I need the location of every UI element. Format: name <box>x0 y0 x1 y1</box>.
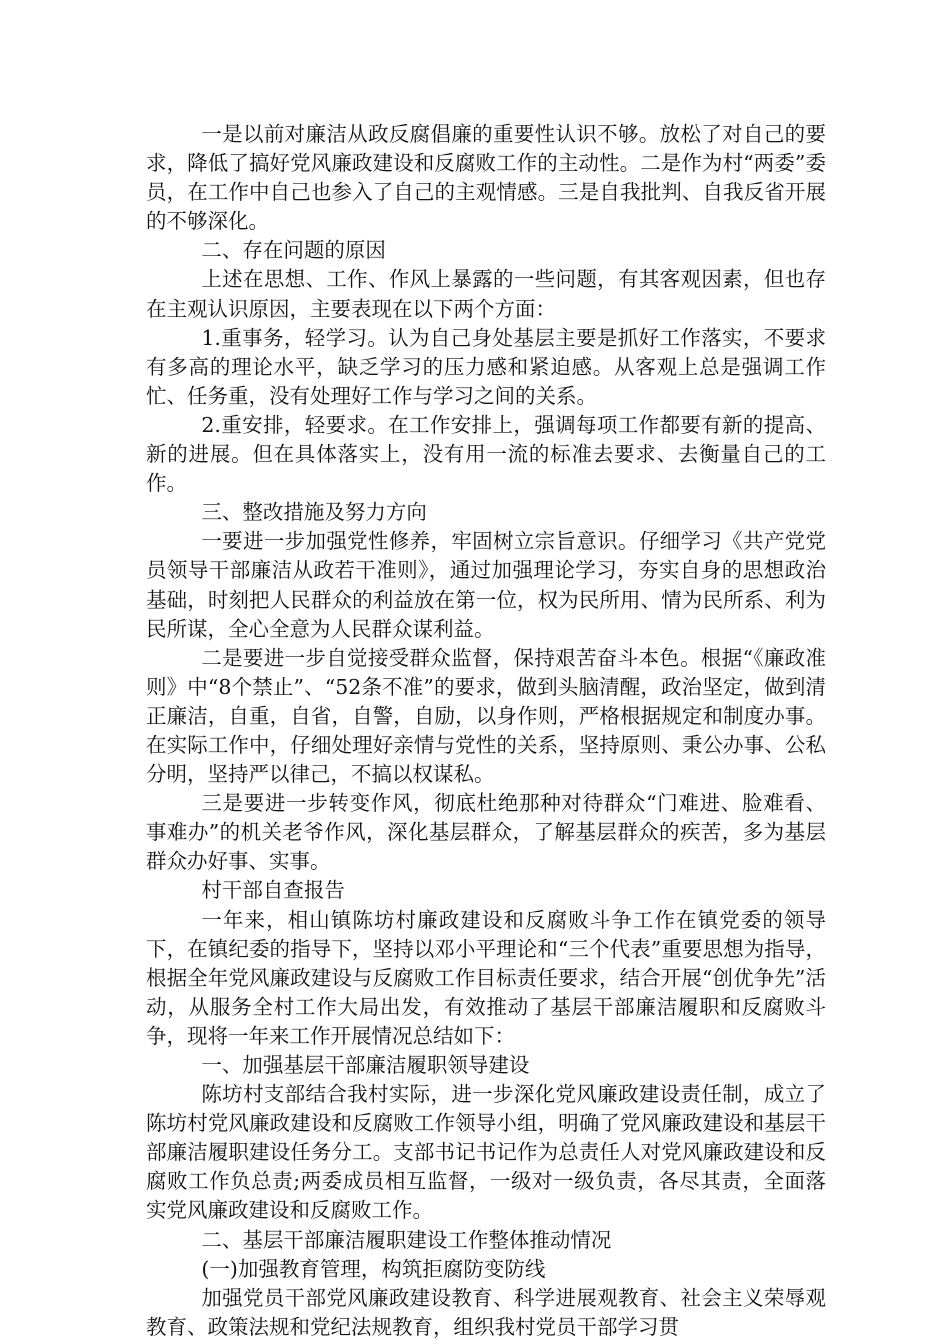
paragraph: 上述在思想、工作、作风上暴露的一些问题，有其客观因素，但也存在主观认识原因，主要表现在以下两个方面： <box>146 267 826 321</box>
paragraph: 一要进一步加强党性修养，牢固树立宗旨意识。仔细学习《共产党党员领导干部廉洁从政若干准则》，通过加强理论学习，夯实自身的思想政治基础，时刻把人民群众的利益放在第一位，权为民所用、情为民所系、利为民所谋，全心全意为人民群众谋利益。 <box>146 529 826 641</box>
paragraph: 三是要进一步转变作风，彻底杜绝那种对待群众“门难进、脸难看、事难办”的机关老爷作风，深化基层群众，了解基层群众的疾苦，多为基层群众办好事、实事。 <box>146 791 826 874</box>
section-heading: 三、整改措施及努力方向 <box>201 500 427 525</box>
subsection-heading: (一)加强教育管理，构筑拒腐防变防线 <box>201 1256 546 1281</box>
document-body <box>146 120 826 1342</box>
section-heading: 一、加强基层干部廉洁履职领导建设 <box>201 1053 530 1077</box>
paragraph: 二是要进一步自觉接受群众监督，保持艰苦奋斗本色。根据“《廉政准则》中“8个禁止”、“52条不准”的要求，做到头脑清醒，政治坚定，做到清正廉洁，自重，自省，自警，自励，以身作则，严格根据规定和制度办事。在实际工作中，仔细处理好亲情与党性的关系，坚持原则、秉公办事、公私分明，坚持严以律己，不搞以权谋私。 <box>146 645 826 787</box>
paragraph: 一是以前对廉洁从政反腐倡廉的重要性认识不够。放松了对自己的要求，降低了搞好党风廉政建设和反腐败工作的主动性。二是作为村“两委”委员，在工作中自己也参入了自己的主观情感。三是自我批判、自我反省开展的不够深化。 <box>146 122 826 234</box>
report-title: 村干部自查报告 <box>201 878 345 903</box>
paragraph: 加强党员干部党风廉政建设教育、科学进展观教育、社会主义荣辱观教育、政策法规和党纪法规教育，组织我村党员干部学习贯 <box>146 1285 826 1339</box>
paragraph: 陈坊村支部结合我村实际，进一步深化党风廉政建设责任制，成立了陈坊村党风廉政建设和反腐败工作领导小组，明确了党风廉政建设和基层干部廉洁履职建设任务分工。支部书记书记作为总责任人对党风廉政建设和反腐败工作负总责;两委成员相互监督，一级对一级负责，各尽其责，全面落实党风廉政建设和反腐败工作。 <box>146 1082 826 1223</box>
section-heading: 二、存在问题的原因 <box>201 238 386 263</box>
paragraph: 一年来，相山镇陈坊村廉政建设和反腐败斗争工作在镇党委的领导下，在镇纪委的指导下，坚持以邓小平理论和“三个代表”重要思想为指导，根据全年党风廉政建设与反腐败工作目标责任要求，结合开展“创优争先”活动，从服务全村工作大局出发，有效推动了基层干部廉洁履职和反腐败斗争，现将一年来工作开展情况总结如下： <box>146 907 826 1048</box>
paragraph: 2.重安排，轻要求。在工作安排上，强调每项工作都要有新的提高、新的进展。但在具体落实上，没有用一流的标准去要求、去衡量自己的工作。 <box>146 412 826 496</box>
section-heading: 二、基层干部廉洁履职建设工作整体推动情况 <box>201 1227 612 1252</box>
paragraph: 1.重事务，轻学习。认为自己身处基层主要是抓好工作落实，不要求有多高的理论水平，缺乏学习的压力感和紧迫感。从客观上总是强调工作忙、任务重，没有处理好工作与学习之间的关系。 <box>146 325 826 408</box>
